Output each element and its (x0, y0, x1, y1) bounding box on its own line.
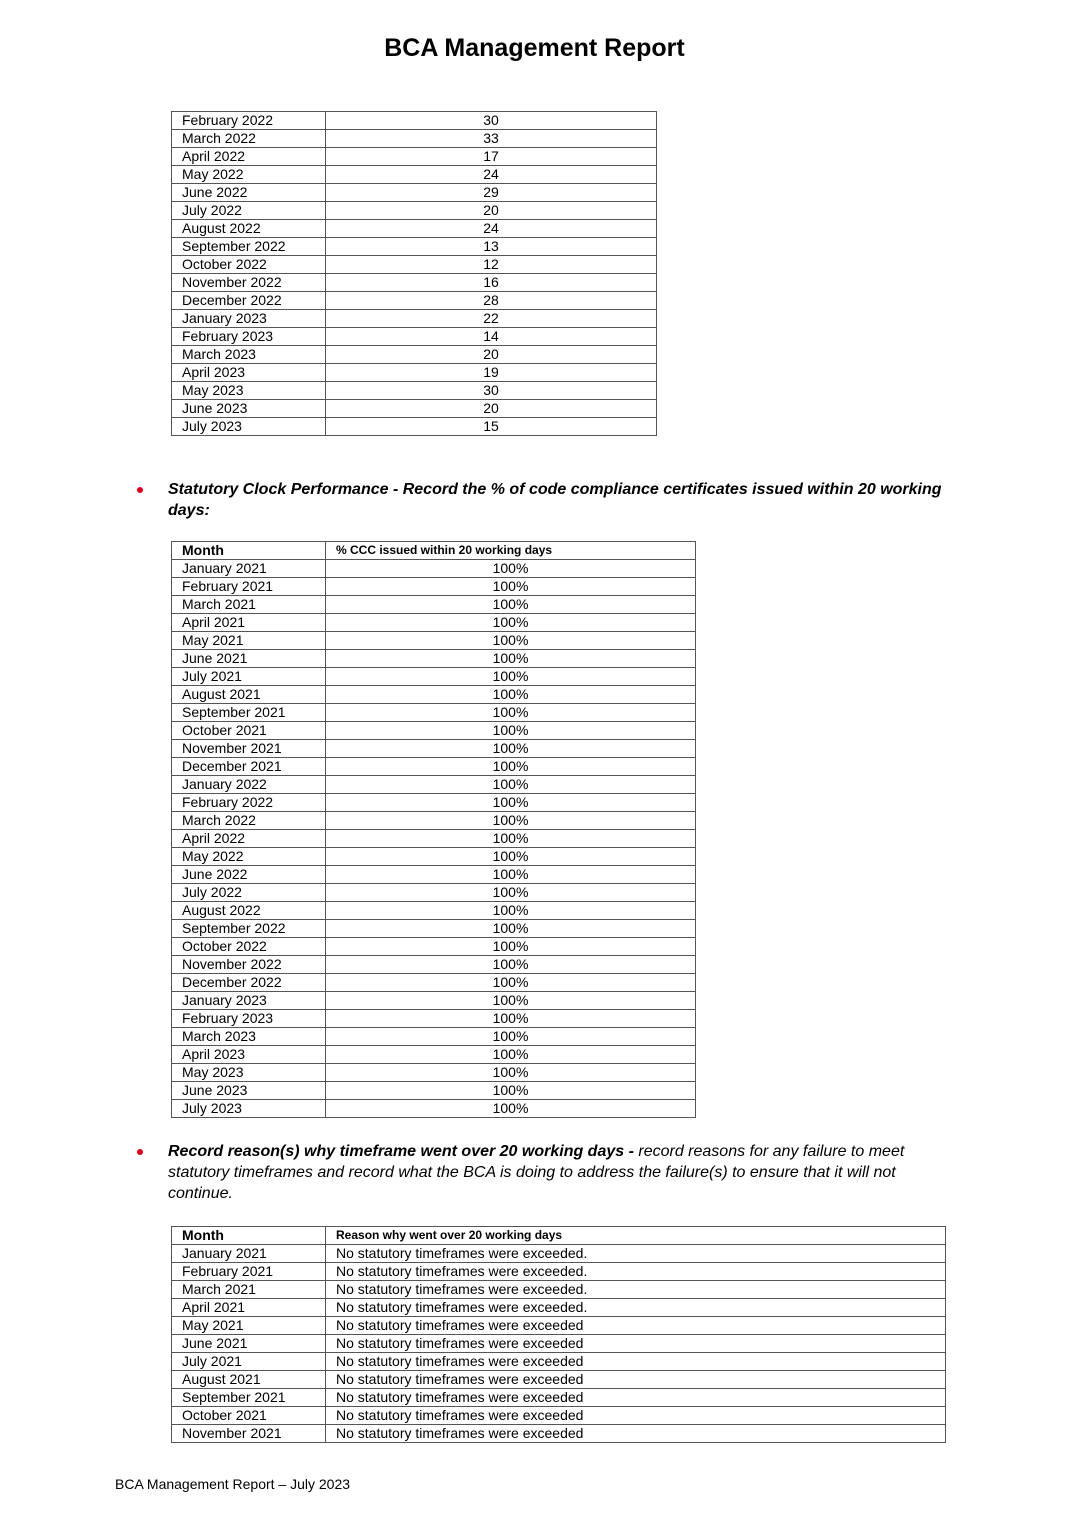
month-cell: July 2023 (172, 1100, 326, 1118)
value-cell: 30 (326, 112, 657, 130)
table-row (172, 596, 696, 614)
table-row (172, 148, 657, 166)
table-row (172, 1245, 946, 1263)
table-row (172, 256, 657, 274)
table-row (172, 238, 657, 256)
page-footer: BCA Management Report – July 2023 (115, 1476, 351, 1492)
table-row (172, 848, 696, 866)
month-cell: September 2022 (172, 238, 326, 256)
month-cell: June 2023 (172, 400, 326, 418)
table-row (172, 1425, 946, 1443)
table-row (172, 776, 696, 794)
value-cell: 100% (326, 866, 696, 884)
value-cell: 19 (326, 364, 657, 382)
month-cell: May 2021 (172, 632, 326, 650)
table-row (172, 1407, 946, 1425)
table-row (172, 920, 696, 938)
value-cell: 100% (326, 992, 696, 1010)
value-cell: 100% (326, 1010, 696, 1028)
month-cell: December 2022 (172, 292, 326, 310)
month-cell: June 2023 (172, 1082, 326, 1100)
month-cell: April 2023 (172, 364, 326, 382)
month-cell: April 2022 (172, 148, 326, 166)
value-cell: 100% (326, 704, 696, 722)
table-row (172, 866, 696, 884)
table-row (172, 1389, 946, 1407)
value-cell: No statutory timeframes were exceeded (326, 1425, 946, 1443)
value-cell: 100% (326, 614, 696, 632)
value-cell: 100% (326, 1046, 696, 1064)
monthly-count-table (171, 111, 657, 436)
value-cell: 100% (326, 578, 696, 596)
table-row (172, 1353, 946, 1371)
value-cell: No statutory timeframes were exceeded (326, 1353, 946, 1371)
month-cell: December 2021 (172, 758, 326, 776)
month-cell: February 2022 (172, 112, 326, 130)
month-cell: February 2021 (172, 578, 326, 596)
value-cell: No statutory timeframes were exceeded. (326, 1281, 946, 1299)
month-cell: May 2023 (172, 1064, 326, 1082)
table-row (172, 974, 696, 992)
month-cell: October 2022 (172, 938, 326, 956)
month-cell: August 2022 (172, 220, 326, 238)
value-cell: 100% (326, 722, 696, 740)
value-cell: 100% (326, 794, 696, 812)
table-row (172, 166, 657, 184)
value-cell: 100% (326, 1100, 696, 1118)
value-cell: 24 (326, 166, 657, 184)
month-cell: May 2022 (172, 848, 326, 866)
value-cell: No statutory timeframes were exceeded (326, 1335, 946, 1353)
month-cell: July 2021 (172, 1353, 326, 1371)
month-cell: June 2021 (172, 1335, 326, 1353)
month-cell: August 2022 (172, 902, 326, 920)
table-row (172, 202, 657, 220)
value-cell: 100% (326, 596, 696, 614)
month-cell: July 2021 (172, 668, 326, 686)
table-row (172, 1371, 946, 1389)
bullet-point (137, 1149, 143, 1155)
table-row (172, 686, 696, 704)
table-row (172, 274, 657, 292)
value-cell: No statutory timeframes were exceeded (326, 1407, 946, 1425)
month-cell: October 2021 (172, 722, 326, 740)
month-cell: June 2022 (172, 866, 326, 884)
timeframe-reason-heading-rest: record reasons for any failure to meet statutory timeframes and record what the BCA is doing to address the failure(s) to ensure that it will not continue. (168, 1143, 905, 1202)
value-cell: 12 (326, 256, 657, 274)
month-cell: March 2021 (172, 1281, 326, 1299)
value-cell: 100% (326, 1028, 696, 1046)
table-row (172, 1064, 696, 1082)
value-cell: 100% (326, 1082, 696, 1100)
value-cell: 100% (326, 560, 696, 578)
table-row (172, 578, 696, 596)
table-row (172, 418, 657, 436)
month-cell: February 2023 (172, 328, 326, 346)
value-cell: 100% (326, 884, 696, 902)
table-row (172, 632, 696, 650)
month-cell: September 2022 (172, 920, 326, 938)
month-cell: June 2022 (172, 184, 326, 202)
table-row (172, 1299, 946, 1317)
value-cell: 100% (326, 938, 696, 956)
month-cell: February 2021 (172, 1263, 326, 1281)
value-cell: 100% (326, 758, 696, 776)
table-row (172, 650, 696, 668)
table-row (172, 956, 696, 974)
month-cell: February 2023 (172, 1010, 326, 1028)
value-cell: 100% (326, 902, 696, 920)
value-cell: 100% (326, 632, 696, 650)
table-row (172, 812, 696, 830)
value-cell: No statutory timeframes were exceeded (326, 1389, 946, 1407)
month-cell: January 2023 (172, 992, 326, 1010)
value-cell: 100% (326, 740, 696, 758)
table-row (172, 292, 657, 310)
value-cell: 100% (326, 920, 696, 938)
month-cell: March 2022 (172, 812, 326, 830)
month-cell: December 2022 (172, 974, 326, 992)
value-cell: No statutory timeframes were exceeded. (326, 1299, 946, 1317)
table-row (172, 794, 696, 812)
table-row (172, 1263, 946, 1281)
value-cell: 100% (326, 974, 696, 992)
table-row (172, 382, 657, 400)
table-row (172, 130, 657, 148)
month-cell: May 2021 (172, 1317, 326, 1335)
table-row (172, 1100, 696, 1118)
table-row (172, 1317, 946, 1335)
value-cell: 100% (326, 668, 696, 686)
month-cell: January 2022 (172, 776, 326, 794)
column-header-month: Month (172, 542, 326, 560)
statutory-clock-heading-text: Statutory Clock Performance - Record the % of code compliance certificates issued within 20 working days: (168, 481, 942, 519)
table-row (172, 1335, 946, 1353)
value-cell: 100% (326, 812, 696, 830)
value-cell: 16 (326, 274, 657, 292)
month-cell: April 2021 (172, 614, 326, 632)
table-row (172, 1046, 696, 1064)
value-cell: 33 (326, 130, 657, 148)
month-cell: April 2021 (172, 1299, 326, 1317)
table-row (172, 1281, 946, 1299)
table-header-row (172, 542, 696, 560)
value-cell: 22 (326, 310, 657, 328)
ccc-percentage-table (171, 541, 696, 1118)
month-cell: July 2022 (172, 202, 326, 220)
table-row (172, 184, 657, 202)
month-cell: March 2023 (172, 1028, 326, 1046)
month-cell: February 2022 (172, 794, 326, 812)
value-cell: 100% (326, 830, 696, 848)
table-row (172, 704, 696, 722)
value-cell: 100% (326, 776, 696, 794)
table-row (172, 884, 696, 902)
value-cell: 100% (326, 1064, 696, 1082)
value-cell: No statutory timeframes were exceeded. (326, 1263, 946, 1281)
value-cell: No statutory timeframes were exceeded (326, 1317, 946, 1335)
table-row (172, 364, 657, 382)
value-cell: 30 (326, 382, 657, 400)
value-cell: 13 (326, 238, 657, 256)
value-cell: 14 (326, 328, 657, 346)
table-row (172, 992, 696, 1010)
month-cell: May 2022 (172, 166, 326, 184)
timeframe-reason-heading (168, 1141, 958, 1204)
value-cell: 24 (326, 220, 657, 238)
table-row (172, 668, 696, 686)
value-cell: 29 (326, 184, 657, 202)
table-row (172, 830, 696, 848)
table-row (172, 112, 657, 130)
month-cell: March 2023 (172, 346, 326, 364)
table-row (172, 938, 696, 956)
statutory-clock-heading (168, 479, 958, 521)
table-header-row (172, 1227, 946, 1245)
table-row (172, 614, 696, 632)
month-cell: August 2021 (172, 1371, 326, 1389)
month-cell: November 2021 (172, 1425, 326, 1443)
timeframe-reason-heading-bold: Record reason(s) why timeframe went over 20 working days - (168, 1143, 634, 1160)
value-cell: No statutory timeframes were exceeded (326, 1371, 946, 1389)
column-header-reason: Reason why went over 20 working days (326, 1227, 946, 1245)
value-cell: 17 (326, 148, 657, 166)
value-cell: 20 (326, 202, 657, 220)
month-cell: March 2021 (172, 596, 326, 614)
timeframe-reason-table (171, 1226, 946, 1443)
value-cell: 100% (326, 686, 696, 704)
table-row (172, 220, 657, 238)
month-cell: September 2021 (172, 1389, 326, 1407)
month-cell: May 2023 (172, 382, 326, 400)
page-title: BCA Management Report (384, 34, 685, 62)
month-cell: July 2023 (172, 418, 326, 436)
table-row (172, 722, 696, 740)
value-cell: 28 (326, 292, 657, 310)
table-row (172, 310, 657, 328)
month-cell: August 2021 (172, 686, 326, 704)
month-cell: October 2022 (172, 256, 326, 274)
month-cell: October 2021 (172, 1407, 326, 1425)
table-row (172, 560, 696, 578)
month-cell: January 2021 (172, 1245, 326, 1263)
value-cell: 100% (326, 848, 696, 866)
value-cell: 15 (326, 418, 657, 436)
value-cell: 100% (326, 650, 696, 668)
column-header-ccc-percent: % CCC issued within 20 working days (326, 542, 696, 560)
column-header-month: Month (172, 1227, 326, 1245)
month-cell: November 2022 (172, 274, 326, 292)
table-row (172, 1028, 696, 1046)
table-row (172, 1010, 696, 1028)
month-cell: November 2021 (172, 740, 326, 758)
value-cell: 20 (326, 346, 657, 364)
table-row (172, 740, 696, 758)
table-row (172, 1082, 696, 1100)
month-cell: April 2022 (172, 830, 326, 848)
month-cell: September 2021 (172, 704, 326, 722)
value-cell: No statutory timeframes were exceeded. (326, 1245, 946, 1263)
table-row (172, 328, 657, 346)
table-row (172, 346, 657, 364)
month-cell: November 2022 (172, 956, 326, 974)
table-row (172, 400, 657, 418)
month-cell: April 2023 (172, 1046, 326, 1064)
month-cell: June 2021 (172, 650, 326, 668)
table-row (172, 902, 696, 920)
table-row (172, 758, 696, 776)
value-cell: 100% (326, 956, 696, 974)
value-cell: 20 (326, 400, 657, 418)
month-cell: January 2021 (172, 560, 326, 578)
bullet-point (137, 487, 143, 493)
month-cell: March 2022 (172, 130, 326, 148)
month-cell: January 2023 (172, 310, 326, 328)
month-cell: July 2022 (172, 884, 326, 902)
